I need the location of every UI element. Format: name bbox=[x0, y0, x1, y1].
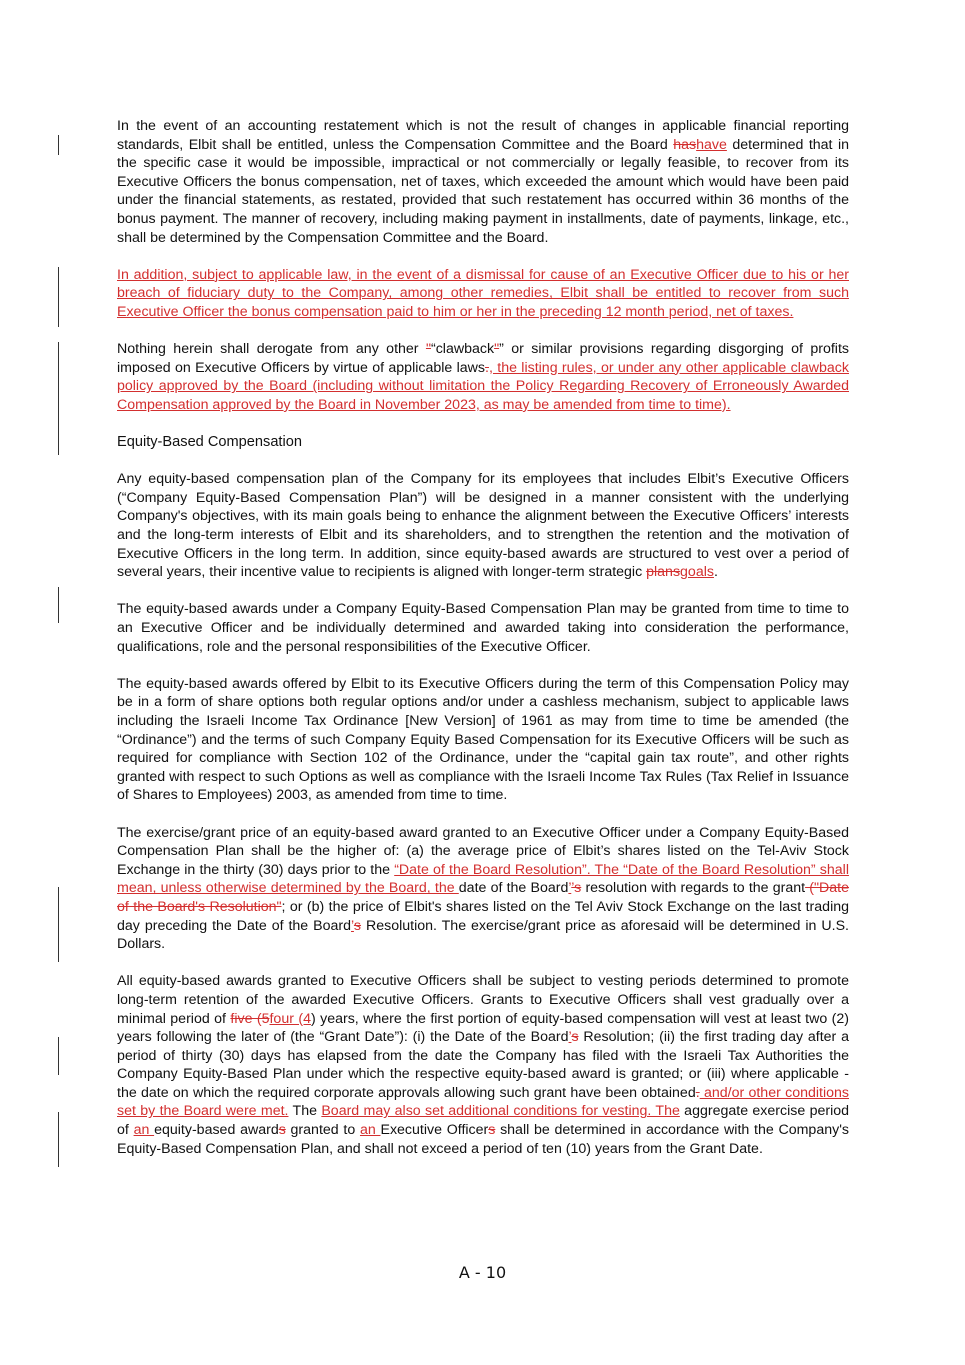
text-run: Resolution. The exercise/grant price as aforesaid will be determined in U.S. Dollars. bbox=[117, 917, 849, 953]
text-run: Any equity-based compensation plan of the Company for its employees that includes Elbit’s Executive Officers (“Company Equity-Based Compensation Plan”) will be designed in a manner consistent with the underlying Company's objectives, with its main goals being to enhance the alignment between the Executive Officers’ interests and the long-term interests of Elbit and its shareholders, and to strengthen the retention and the motivation of Executive Officers in the long term. In addition, since equity-based awards are structured to vest over a period of several years, their incentive value to recipients is aligned with longer-term strategic bbox=[117, 471, 849, 581]
deleted-text: ("Date of the Board's Resolution" bbox=[117, 880, 849, 915]
section-heading: Equity-Based Compensation bbox=[117, 434, 302, 451]
text-run: The exercise/grant price of an equity-based award granted to an Executive Officer under a Company Equity-Based Compensation Plan shall be the higher of: (a) the average price of Elbit’s shares listed on the Tel-Aviv Stock Exchange in the thirty (30) days prior to the bbox=[117, 824, 849, 878]
text-run: aggregate exercise period of bbox=[117, 1103, 850, 1139]
inserted-text: ’ bbox=[568, 880, 572, 897]
text-run: All equity-based awards granted to Executive Officers shall be subject to vesting periods determined to promote long-term retention of the awarded Executive Officers. Grants to Executive Officers shall vest gradually over a minimal period of bbox=[117, 973, 849, 1027]
deleted-text: s bbox=[278, 1122, 286, 1139]
text-run: Executive Officer bbox=[380, 1122, 489, 1139]
change-bar bbox=[58, 887, 59, 962]
paragraph-share-options: The equity-based awards offered by Elbit to its Executive Officers during the term of this Compensation Policy may be in a form of share options both regular options and/or under a cashless mechanism, subject to applicable laws including the Israeli Income Tax Ordinance [New Version] of 1961 as may from time to time be amended (the “Ordinance”) and the terms of such Company Equity Based Compensation for its Executive Officers will be such as required for compliance with Section 102 of the Ordinance, under the “capital gain tax route”, and other rights granted with respect to such Options as well as compliance with the Israeli Income Tax Rules (Tax Relief in Issuance of Shares to Employees) 2003, as amended from time to time. bbox=[117, 675, 849, 804]
text-run: The bbox=[288, 1103, 322, 1120]
inserted-text: and/or other conditions set by the Board were met. bbox=[117, 1084, 849, 1120]
inserted-text: goals bbox=[680, 564, 714, 581]
paragraph-exercise-price bbox=[117, 824, 849, 954]
deleted-text: " bbox=[494, 341, 500, 358]
text-run: . bbox=[713, 564, 718, 581]
text-run: granted to bbox=[285, 1122, 360, 1139]
inserted-text: Board may also set additional conditions for vesting. The bbox=[321, 1103, 680, 1120]
change-bar bbox=[58, 1037, 59, 1075]
inserted-text: an bbox=[133, 1122, 155, 1139]
text-run: Nothing herein shall derogate from any other bbox=[117, 341, 426, 358]
text-run: Resolution; (ii) the first trading day after a period of thirty (30) days has elapsed from the date the Company has filed with the Israeli Tax Authorities the Company Equity-Based Plan under which the respective equity-based award is granted; or (iii) where applicable - the date on which the required corporate approvals allowing such grant have been obtained bbox=[117, 1029, 849, 1101]
page-number: A - 10 bbox=[458, 1263, 507, 1282]
deleted-text: five (5 bbox=[230, 1010, 270, 1027]
text-run: In the event of an accounting restatement which is not the result of changes in applicable financial reporting standards, Elbit shall be entitled, unless the Compensation Committee and the Board bbox=[117, 118, 849, 153]
text-run: ) years, where the first portion of equity-based compensation will vest at least two (2) years following the later of (the “Grant Date”): (i) the Date of the Board bbox=[117, 1010, 849, 1046]
text-run: shall be determined in accordance with the Company's Equity-Based Compensation Plan, and shall not exceed a period of ten (10) years from the Grant Date. bbox=[117, 1122, 849, 1157]
deleted-text: . bbox=[695, 1084, 700, 1101]
change-bar bbox=[58, 1112, 59, 1167]
body-text bbox=[117, 117, 849, 1177]
text-run: determined that in the specific case it would be impossible, impractical or not commercially or legally feasible, to recover from its Executive Officers the bonus compensation, net of taxes, which exceeded the amount which would have been paid under the financial statements, as restated, provided that such restatement has occurred within 36 months of the bonus payment. The manner of recovery, including making payment in installments, date of payments, linkage, etc., shall be determined by the Compensation Committee and the Board. bbox=[117, 136, 849, 246]
change-bar bbox=[58, 342, 59, 455]
change-bar bbox=[58, 135, 59, 155]
text-run: equity-based award bbox=[154, 1122, 279, 1139]
deleted-text: plans bbox=[646, 564, 681, 581]
deleted-text: ’s bbox=[571, 880, 582, 897]
paragraph-awards-granted: The equity-based awards under a Company Equity-Based Compensation Plan may be granted from time to time to an Executive Officer and be individually determined and awarded taking into consideration the performance, qualifications, role and the personal responsibilities of the Executive Officer. bbox=[117, 601, 849, 655]
inserted-text: an bbox=[359, 1122, 381, 1139]
deleted-text: . bbox=[485, 359, 489, 376]
deleted-text: " bbox=[425, 341, 431, 358]
inserted-text: have bbox=[696, 136, 727, 153]
paragraph-clawback bbox=[117, 340, 849, 414]
inserted-text: ’ bbox=[568, 1029, 572, 1046]
deleted-text: s bbox=[353, 917, 362, 934]
text-run: resolution with regards to the grant bbox=[581, 880, 806, 897]
deleted-text: has bbox=[673, 136, 697, 153]
text-run: ” or similar provisions regarding disgorging of profits imposed on Executive Officers by virtue of applicable laws bbox=[117, 341, 849, 376]
text-run: ; or (b) the price of Elbit's shares listed on the Tel Aviv Stock Exchange on the last trading day preceding the Date of the Board bbox=[117, 898, 850, 934]
deleted-text: s bbox=[571, 1029, 579, 1046]
text-run: “clawback bbox=[430, 341, 495, 358]
inserted-text: , the listing rules, or under any other applicable clawback policy approved by the Board (including without limitation the Policy Regarding Recovery of Erroneously Awarded Compensation approved by the Board in November 2023, as may be amended from time to time). bbox=[117, 359, 849, 413]
deleted-text: s bbox=[488, 1122, 496, 1139]
inserted-text: In addition, subject to applicable law, in the event of a dismissal for cause of an Executive Officer due to his or her breach of fiduciary duty to the Company, among other remedies, Elbit shall be entitled to recover from such Executive Officer the bonus compensation paid to him or her in the preceding 12 month period, net of taxes. bbox=[117, 266, 849, 320]
inserted-text: ’ bbox=[351, 917, 354, 934]
paragraph-dismissal bbox=[117, 266, 849, 322]
paragraph-vesting bbox=[117, 972, 849, 1158]
change-bar bbox=[58, 267, 59, 327]
change-bar bbox=[58, 587, 59, 623]
inserted-text: four (4 bbox=[269, 1010, 311, 1027]
inserted-text: “Date of the Board Resolution”. The “Date of the Board Resolution” shall mean, unless otherwise determined by the Board, the bbox=[117, 861, 849, 897]
text-run: date of the Board bbox=[458, 880, 569, 897]
paragraph-equity-plan bbox=[117, 470, 849, 582]
paragraph-restatement bbox=[117, 117, 849, 247]
